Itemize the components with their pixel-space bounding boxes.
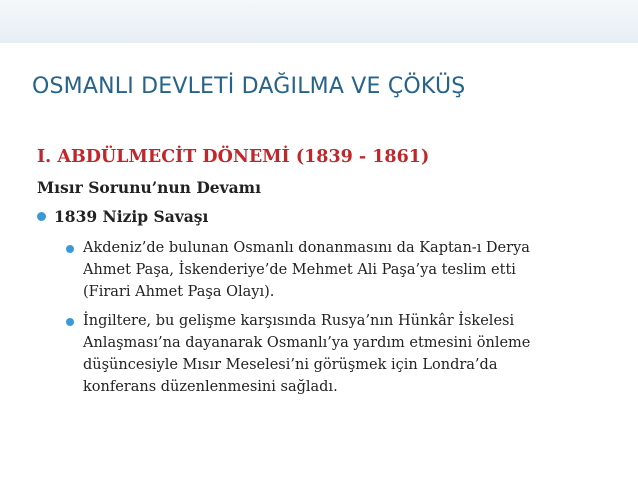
text-line: (Firari Ahmet Paşa Olayı).: [83, 284, 275, 300]
bullet-item: [37, 207, 208, 226]
bullet-dot-icon: [37, 212, 46, 221]
section-subheading: Mısır Sorunu’nun Devamı: [37, 178, 261, 197]
text-line: Anlaşması’na dayanarak Osmanlı’ya yardım etmesini önleme: [83, 335, 531, 351]
top-banner: [0, 0, 638, 43]
text-line: İngiltere, bu gelişme karşısında Rusya’nın Hünkâr İskelesi: [83, 313, 515, 329]
text-line: Akdeniz’de bulunan Osmanlı donanmasını da Kaptan-ı Derya: [83, 240, 530, 256]
text-line: düşüncesiyle Mısır Meselesi’ni görüşmek için Londra’da: [83, 357, 498, 373]
sub-bullet-text: [83, 310, 626, 398]
bullet-dot-icon: [66, 245, 74, 253]
sub-bullet-item: [66, 310, 626, 398]
text-line: Ahmet Paşa, İskenderiye’de Mehmet Ali Paşa’ya teslim etti: [83, 262, 516, 278]
slide-title: OSMANLI DEVLETİ DAĞILMA VE ÇÖKÜŞ: [32, 74, 466, 99]
section-heading: I. ABDÜLMECİT DÖNEMİ (1839 - 1861): [37, 147, 430, 167]
sub-bullet-text: [83, 237, 626, 303]
text-line: konferans düzenlenmesini sağladı.: [83, 379, 338, 395]
bullet-dot-icon: [66, 318, 74, 326]
bullet-text: 1839 Nizip Savaşı: [54, 207, 209, 226]
sub-bullet-item: [66, 237, 626, 303]
